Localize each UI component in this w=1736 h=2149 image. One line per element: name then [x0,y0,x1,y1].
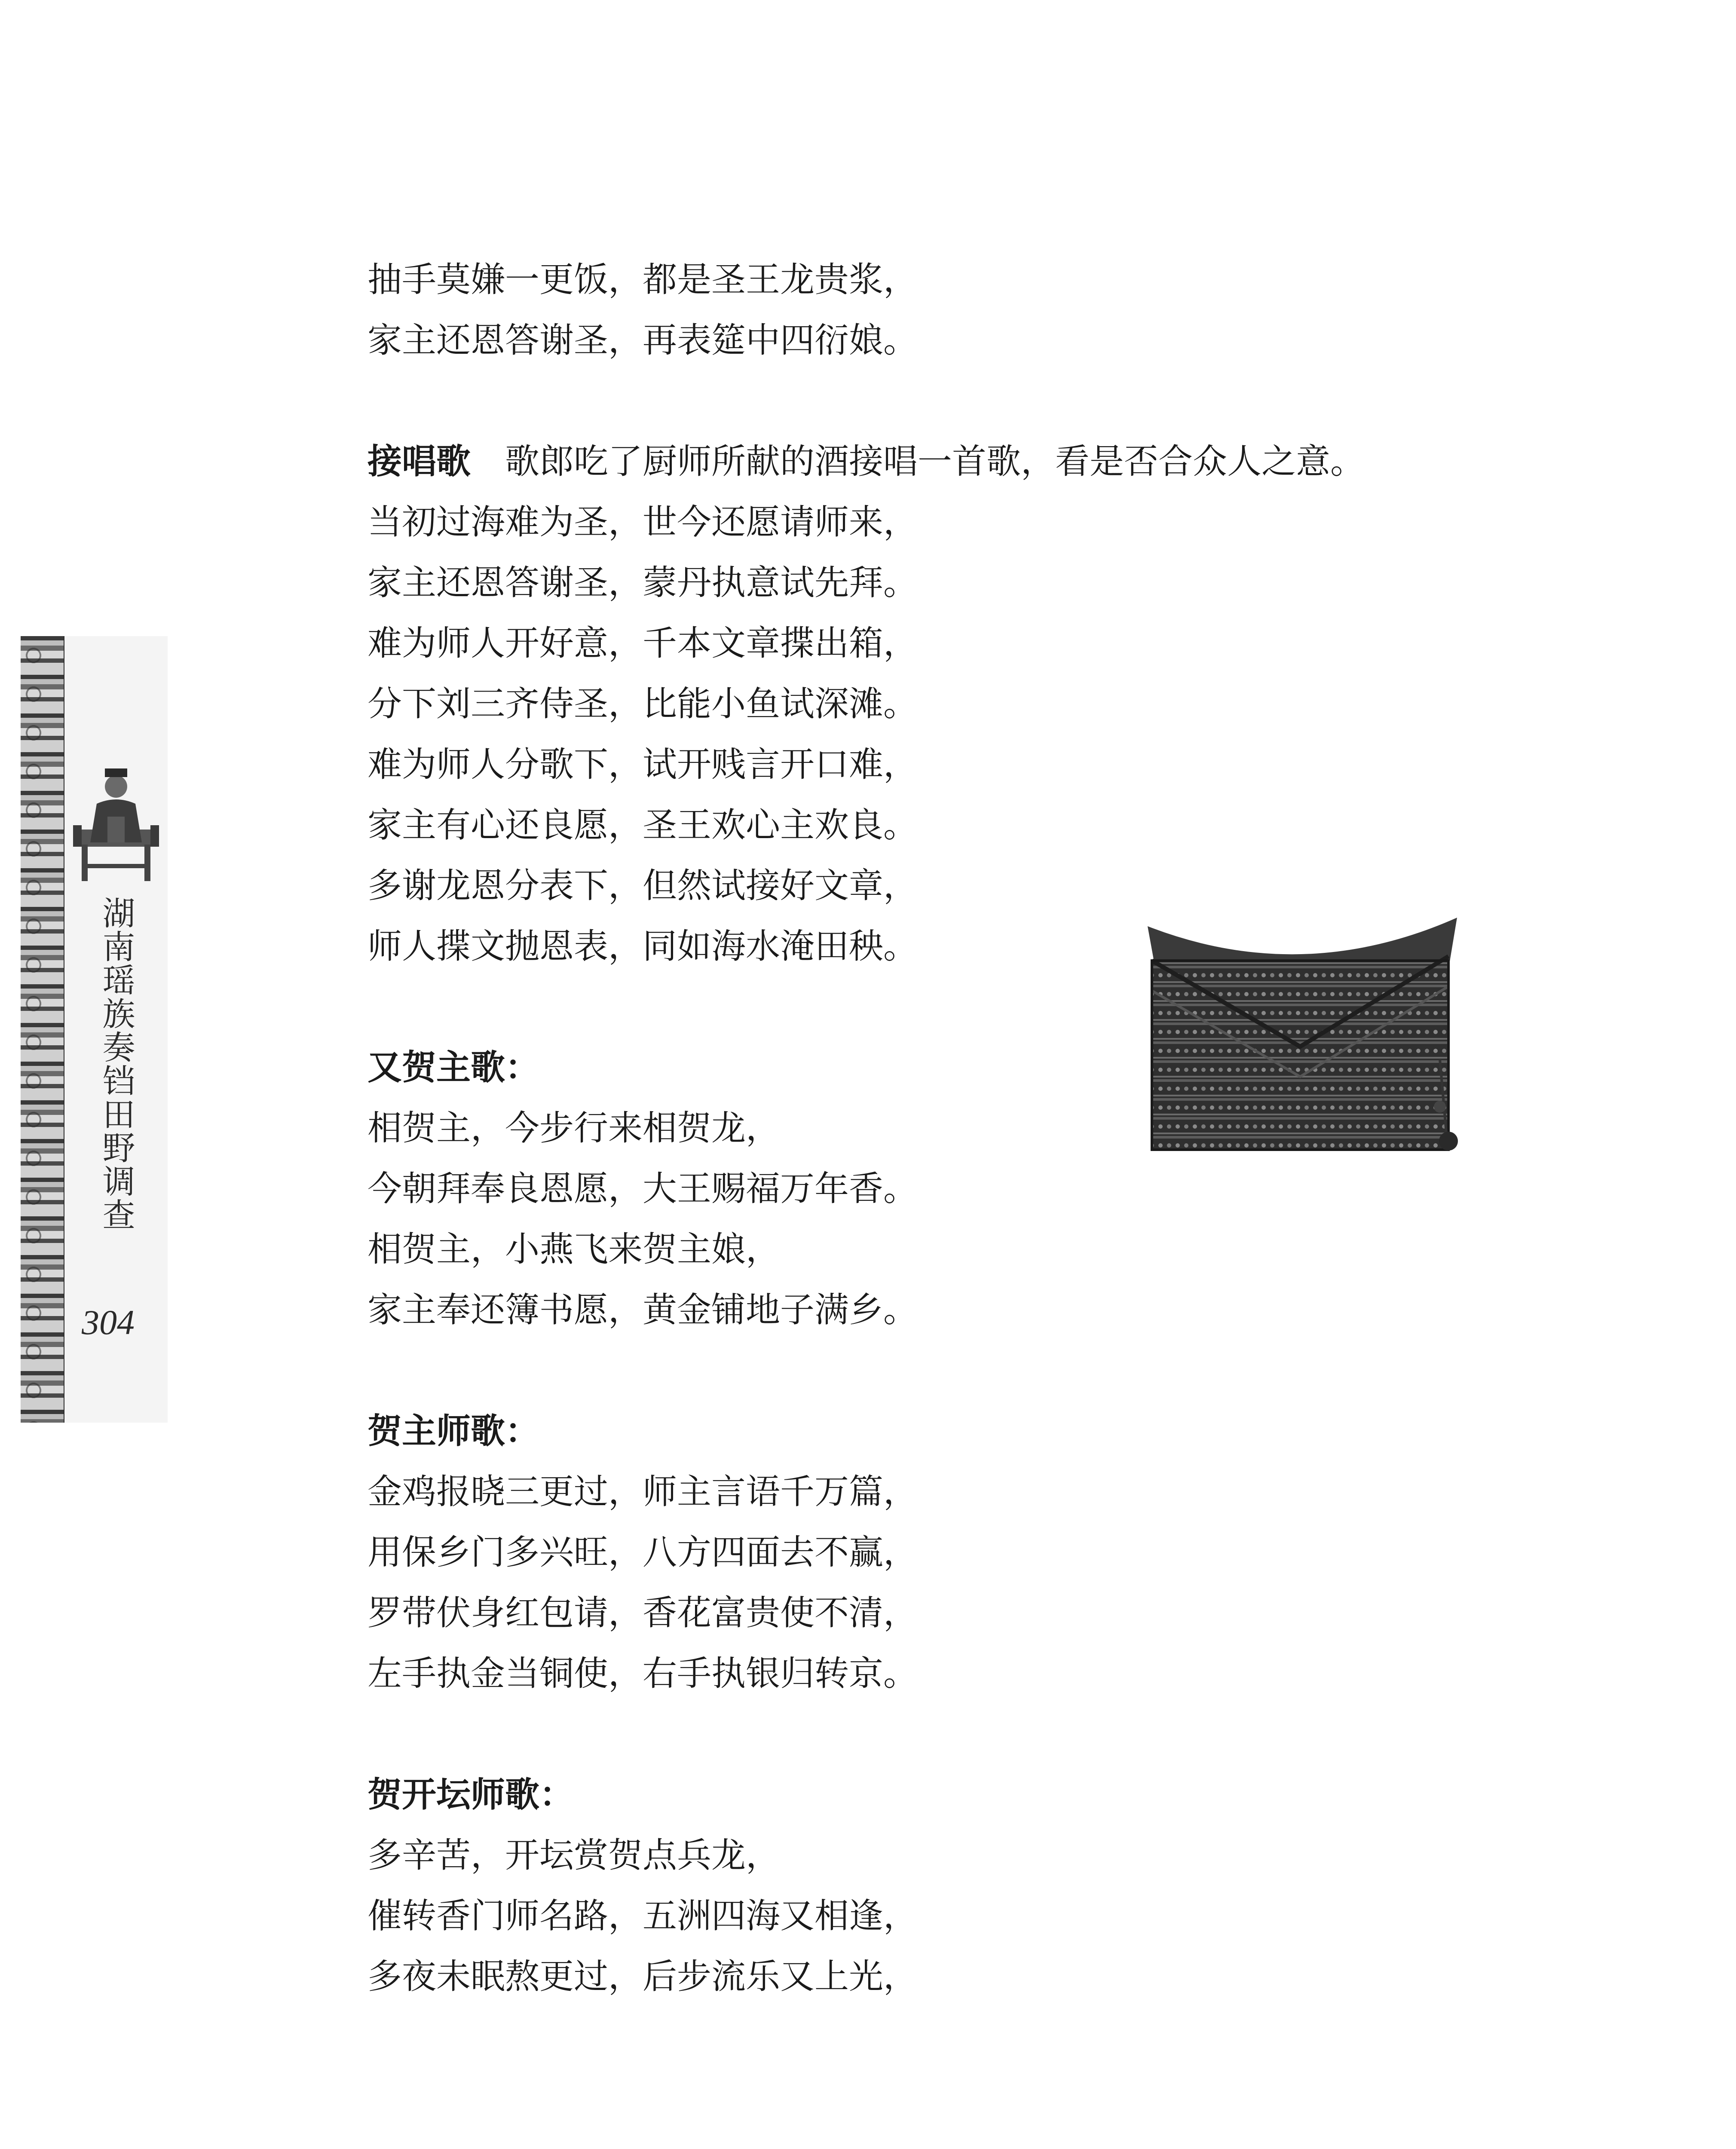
verse-line: 当初过海难为圣，世今还愿请师来， [367,502,918,542]
section-description: 歌郎吃了厨师所献的酒接唱一首歌，看是否合众人之意。 [505,441,1365,481]
seated-figure-icon [69,756,163,885]
section-heading-line [367,431,1464,492]
verse-block-continuation [367,249,1464,370]
verse-line: 家主还恩答谢圣，蒙丹执意试先拜。 [367,563,918,603]
section-heading: 贺开坛师歌： [367,1775,574,1815]
verse-line: 金鸡报晓三更过，师主言语千万篇， [367,1472,918,1512]
verse-line: 家主还恩答谢圣，再表筵中四衍娘。 [367,320,918,360]
verse-block-hezhushi [367,1401,1464,1704]
page-number: 304 [82,1303,135,1342]
verse-block-hekaitan [367,1764,1464,2007]
side-decorative-band [21,636,66,1423]
verse-line: 难为师人分歌下，试开贱言开口难， [367,744,918,784]
verse-line: 左手执金当铜使，右手执银归转京。 [367,1653,918,1693]
verse-line: 用保乡门多兴旺，八方四面去不赢， [367,1532,918,1572]
verse-line: 多辛苦，开坛赏贺点兵龙， [367,1835,780,1875]
section-heading: 接唱歌 [367,441,471,481]
verse-line: 家主奉还簿书愿，黄金铺地子满乡。 [367,1290,918,1330]
section-heading: 贺主师歌： [367,1411,539,1451]
verse-line: 相贺主，小燕飞来贺主娘， [367,1229,780,1269]
verse-line: 今朝拜奉良恩愿，大王赐福万年香。 [367,1169,918,1209]
verse-line: 催转香门师名路，五洲四海又相逢， [367,1896,918,1936]
verse-line: 多夜未眠熬更过，后步流乐又上光， [367,1956,918,1996]
verse-block-jiechang [367,431,1464,977]
series-title: 湖南瑶族奏铛田野调查 [97,896,135,1231]
verse-line: 多谢龙恩分表下，但然试接好文章， [367,866,918,906]
section-heading: 又贺主歌： [367,1047,539,1087]
verse-line: 抽手莫嫌一更饭，都是圣王龙贵浆， [367,260,918,300]
verse-line: 分下刘三齐侍圣，比能小鱼试深滩。 [367,684,918,724]
verse-line: 难为师人开好意，千本文章揲出箱， [367,623,918,663]
verse-line: 师人揲文抛恩表，同如海水淹田秧。 [367,926,918,966]
embroidered-textile-bag-icon [1139,909,1466,1167]
verse-line: 家主有心还良愿，圣王欢心主欢良。 [367,805,918,845]
verse-line: 相贺主，今步行来相贺龙， [367,1108,780,1148]
verse-line: 罗带伏身红包请，香花富贵使不清， [367,1593,918,1633]
